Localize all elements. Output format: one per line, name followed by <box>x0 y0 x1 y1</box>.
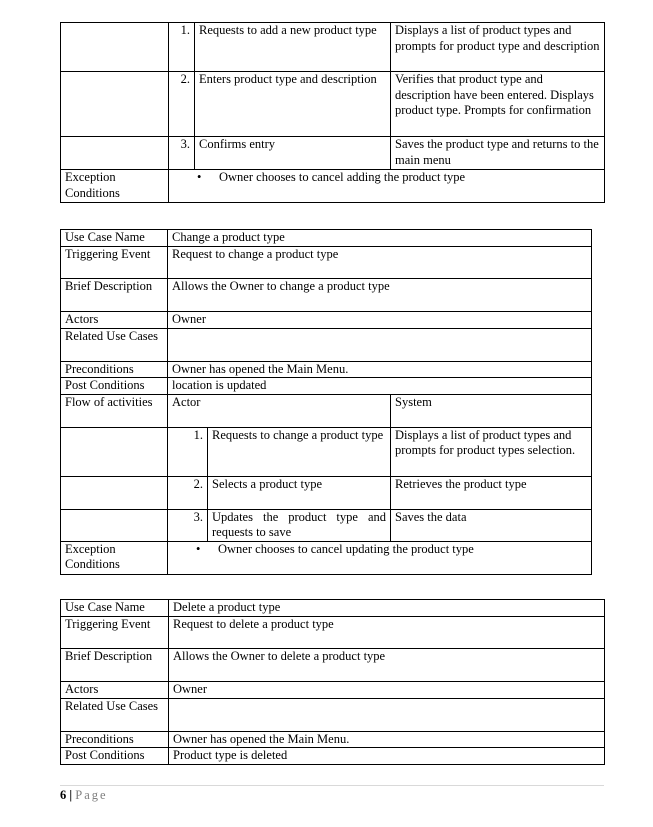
table-row <box>61 312 592 329</box>
table-row <box>61 541 592 574</box>
flow-label: Flow of activities <box>61 394 168 427</box>
system-step: Saves the product type and returns to the main menu <box>391 137 605 170</box>
trigger-value: Request to delete a product type <box>169 617 605 649</box>
table-row <box>61 137 605 170</box>
exception-text: Owner chooses to cancel adding the product type <box>219 170 466 184</box>
postconditions-label: Post Conditions <box>61 378 168 395</box>
brief-value: Allows the Owner to change a product type <box>168 279 592 312</box>
postconditions-label: Post Conditions <box>61 748 169 765</box>
system-step: Retrieves the product type <box>391 476 592 509</box>
system-step: Displays a list of product types and prompts for product types selection. <box>391 427 592 476</box>
brief-label: Brief Description <box>61 649 169 682</box>
related-label: Related Use Cases <box>61 328 168 361</box>
actor-step: Requests to add a new product type <box>195 23 391 72</box>
preconditions-value: Owner has opened the Main Menu. <box>168 361 592 378</box>
footer-divider <box>60 785 604 786</box>
step-number: 3. <box>168 509 208 541</box>
table-row <box>61 617 605 649</box>
trigger-value: Request to change a product type <box>168 247 592 279</box>
preconditions-label: Preconditions <box>61 731 169 748</box>
table-row <box>61 427 592 476</box>
postconditions-value: Product type is deleted <box>169 748 605 765</box>
system-step: Saves the data <box>391 509 592 541</box>
actor-step: Requests to change a product type <box>208 427 391 476</box>
actors-label: Actors <box>61 312 168 329</box>
actor-step: Selects a product type <box>208 476 391 509</box>
step-number: 3. <box>169 137 195 170</box>
table-row <box>61 23 605 72</box>
table-row <box>61 731 605 748</box>
bullet-icon: • <box>197 170 202 184</box>
trigger-label: Triggering Event <box>61 247 168 279</box>
preconditions-label: Preconditions <box>61 361 168 378</box>
table-row <box>61 361 592 378</box>
system-header: System <box>391 394 592 427</box>
table-row <box>61 72 605 137</box>
use-case-label: Use Case Name <box>61 230 168 247</box>
table-row <box>61 230 592 247</box>
step-number: 1. <box>168 427 208 476</box>
related-label: Related Use Cases <box>61 698 169 731</box>
page-footer <box>60 788 108 804</box>
use-case-label: Use Case Name <box>61 600 169 617</box>
actor-step: Confirms entry <box>195 137 391 170</box>
table-row <box>61 649 605 682</box>
exception-text: Owner chooses to cancel updating the product type <box>218 541 474 556</box>
table-row <box>61 328 592 361</box>
bullet-icon: • <box>196 541 201 556</box>
trigger-label: Triggering Event <box>61 617 169 649</box>
related-value <box>169 698 605 731</box>
delete-product-type-table <box>60 599 605 765</box>
related-value <box>168 328 592 361</box>
exception-label: Exception Conditions <box>61 541 168 574</box>
table-row <box>61 698 605 731</box>
table-row <box>61 247 592 279</box>
step-number: 1. <box>169 23 195 72</box>
use-case-value: Change a product type <box>168 230 592 247</box>
change-product-type-table <box>60 229 592 575</box>
table-row <box>61 748 605 765</box>
actors-label: Actors <box>61 682 169 699</box>
table-row <box>61 394 592 427</box>
system-step: Displays a list of product types and prompts for product type and description <box>391 23 605 72</box>
brief-label: Brief Description <box>61 279 168 312</box>
preconditions-value: Owner has opened the Main Menu. <box>169 731 605 748</box>
page-number: 6 <box>60 788 67 802</box>
table-row <box>61 279 592 312</box>
table-row <box>61 682 605 699</box>
actors-value: Owner <box>168 312 592 329</box>
page-word: Page <box>75 788 108 802</box>
actor-step: Enters product type and description <box>195 72 391 137</box>
table-row <box>61 378 592 395</box>
table-row <box>61 600 605 617</box>
step-number: 2. <box>168 476 208 509</box>
exception-label: Exception Conditions <box>61 170 169 203</box>
postconditions-value: location is updated <box>168 378 592 395</box>
actor-step: Updates the product type and requests to save <box>208 509 391 541</box>
use-case-value: Delete a product type <box>169 600 605 617</box>
table-row <box>61 170 605 203</box>
add-product-type-table <box>60 22 605 203</box>
brief-value: Allows the Owner to delete a product type <box>169 649 605 682</box>
step-number: 2. <box>169 72 195 137</box>
system-step: Verifies that product type and description have been entered. Displays product type. Prompts for confirmation <box>391 72 605 137</box>
footer-separator: | <box>69 788 73 802</box>
actors-value: Owner <box>169 682 605 699</box>
table-row <box>61 476 592 509</box>
table-row <box>61 509 592 541</box>
actor-header: Actor <box>168 394 391 427</box>
